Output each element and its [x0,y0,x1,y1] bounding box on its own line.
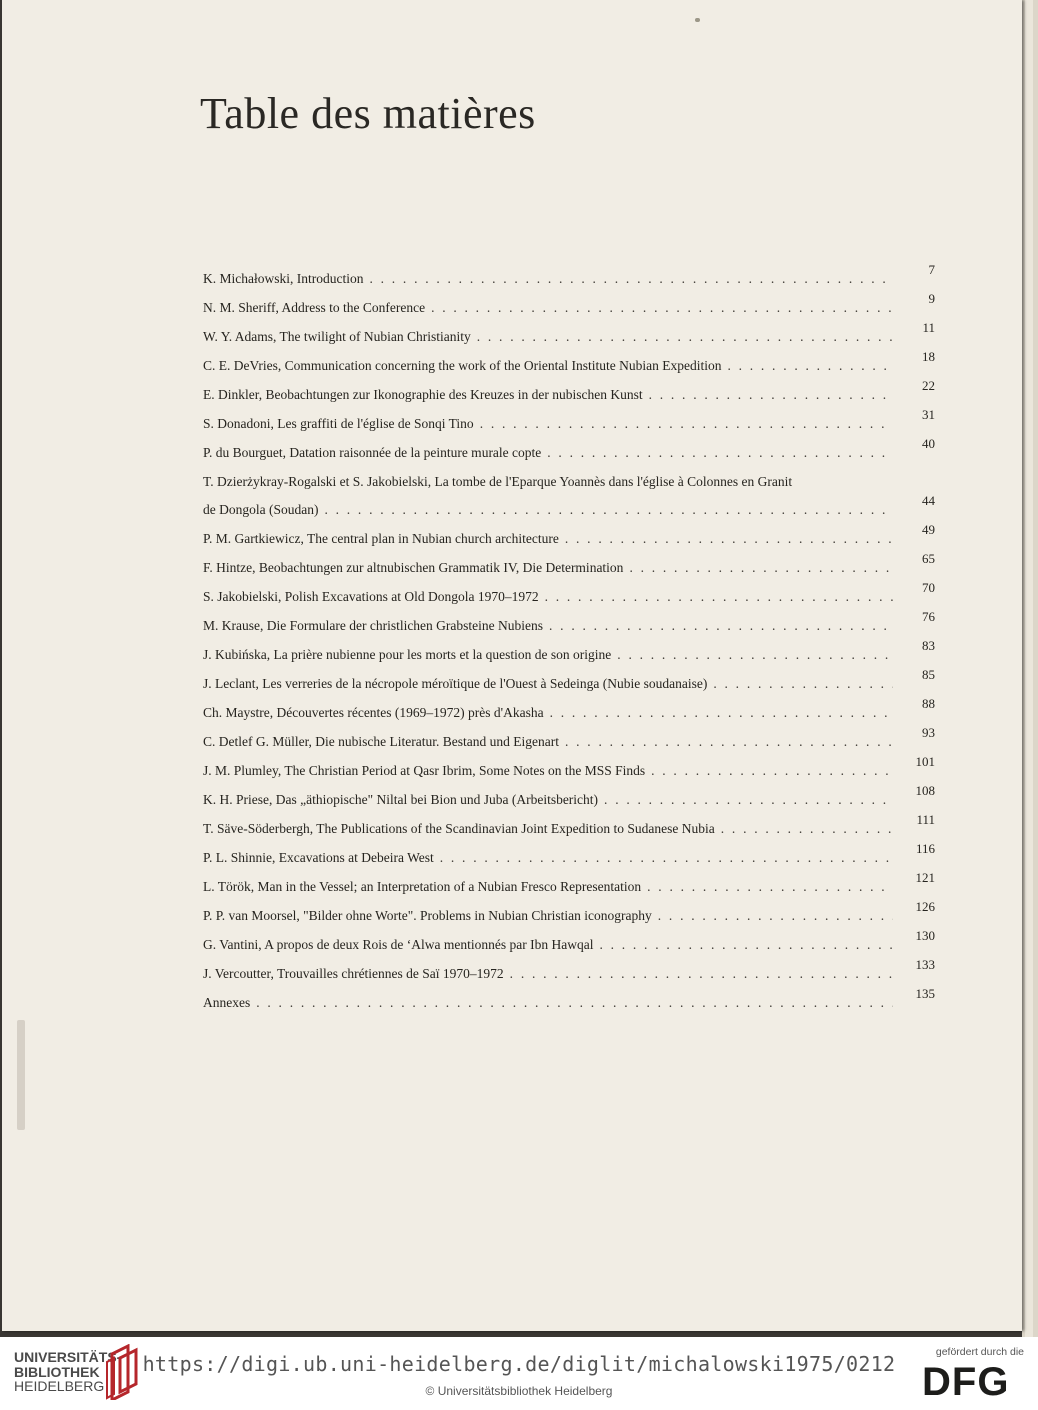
scan-edge-strip [1022,0,1038,1337]
toc-page-number: 101 [915,754,935,769]
library-line-3: HEIDELBERG [14,1378,105,1394]
toc-page-number: 108 [915,783,935,798]
toc-page-number: 44 [922,493,935,508]
toc-entry-label [203,530,893,547]
toc-entry-text: S. Donadoni, Les graffiti de l'église de Sonqi Tino [203,416,480,431]
toc-entry-text: P. P. van Moorsel, "Bilder ohne Worte". Problems in Nubian Christian iconography [203,908,658,923]
toc-entry[interactable] [203,841,935,870]
toc-entry-label [203,386,893,403]
toc-page-number: 9 [928,291,935,306]
toc-entry-label [203,588,893,605]
toc-entry-label [203,907,893,924]
toc-entry[interactable] [203,667,935,696]
toc-entry[interactable] [203,465,935,522]
toc-page-number: 65 [922,551,935,566]
library-line-2: BIBLIOTHEK [14,1363,100,1380]
toc-entry-label [203,820,893,837]
library-stamp [17,1020,25,1130]
toc-entry[interactable] [203,609,935,638]
toc-entry-text: K. Michałowski, Introduction [203,271,369,286]
toc-entry[interactable] [203,812,935,841]
toc-entry-label [203,675,893,692]
toc-entry-label [203,791,893,808]
permalink-url[interactable]: https://digi.ub.uni-heidelberg.de/diglit/michalowski1975/0212 [142,1352,896,1376]
toc-entry-label [203,559,893,576]
toc-entry-first-line: T. Dzierżykray-Rogalski et S. Jakobielski, La tombe de l'Eparque Yoannès dans l'église à Colonnes en Granit [203,474,793,489]
toc-entry-text: J. Kubińska, La prière nubienne pour les morts et la question de son origine [203,647,617,662]
toc-entry[interactable] [203,725,935,754]
toc-entry-label [203,936,893,953]
toc-entry-text: P. du Bourguet, Datation raisonnée de la peinture murale copte [203,445,547,460]
toc-entry-text: P. L. Shinnie, Excavations at Debeira West [203,850,440,865]
toc-entry[interactable] [203,928,935,957]
toc-entry-text: J. M. Plumley, The Christian Period at Qasr Ibrim, Some Notes on the MSS Finds [203,763,651,778]
table-of-contents [203,262,935,1015]
toc-entry-label [203,704,893,721]
toc-entry-text: C. E. DeVries, Communication concerning the work of the Oriental Institute Nubian Expedition [203,358,727,373]
toc-entry-label [203,646,893,663]
toc-page-number: 133 [915,957,935,972]
toc-page-number: 18 [922,349,935,364]
toc-entry-text: M. Krause, Die Formulare der christlichen Grabsteine Nubiens [203,618,549,633]
toc-page-number: 76 [922,609,935,624]
toc-entry-label [203,849,893,866]
toc-page-number: 93 [922,725,935,740]
toc-entry-label [203,299,893,316]
toc-page-number: 121 [915,870,935,885]
toc-entry[interactable] [203,957,935,986]
toc-entry-label [203,733,893,750]
toc-page-number: 130 [915,928,935,943]
toc-entry-text: S. Jakobielski, Polish Excavations at Old Dongola 1970–1972 [203,589,545,604]
toc-page-number: 116 [915,841,935,856]
toc-entry[interactable] [203,378,935,407]
toc-page-number: 126 [915,899,935,914]
toc-entry-label [203,328,893,345]
toc-entry[interactable] [203,986,935,1015]
toc-page-number: 88 [922,696,935,711]
toc-entry-text: T. Säve-Söderbergh, The Publications of the Scandinavian Joint Expedition to Sudanese Nubia [203,821,721,836]
toc-entry[interactable] [203,436,935,465]
toc-entry[interactable] [203,696,935,725]
toc-entry-text: C. Detlef G. Müller, Die nubische Literatur. Bestand und Eigenart [203,734,565,749]
toc-entry-label [203,270,893,287]
toc-entry[interactable] [203,754,935,783]
toc-entry-text: F. Hintze, Beobachtungen zur altnubischen Grammatik IV, Die Determination [203,560,629,575]
page-title: Table des matières [200,89,536,138]
toc-page-number: 70 [922,580,935,595]
toc-entry-text: Annexes [203,995,256,1010]
toc-entry-label [203,617,893,634]
toc-page-number: 135 [915,986,935,1001]
toc-entry[interactable] [203,580,935,609]
toc-page-number: 11 [922,320,935,335]
toc-page-number: 85 [922,667,935,682]
toc-entry-text: P. M. Gartkiewicz, The central plan in Nubian church architecture [203,531,565,546]
toc-entry[interactable] [203,551,935,580]
toc-entry[interactable] [203,262,935,291]
toc-page-number: 83 [922,638,935,653]
toc-entry-label [203,444,893,461]
toc-entry[interactable] [203,349,935,378]
toc-entry[interactable] [203,320,935,349]
toc-entry-text: N. M. Sheriff, Address to the Conference [203,300,431,315]
toc-entry-text: de Dongola (Soudan) [203,502,324,517]
dfg-logo[interactable]: DFG [922,1360,1010,1404]
toc-page-number: 40 [922,436,935,451]
toc-entry-label [203,357,893,374]
library-line-1: UNIVERSITÄTS- [14,1349,122,1365]
toc-entry-label [203,965,893,982]
toc-entry-label [203,762,893,779]
toc-entry[interactable] [203,870,935,899]
toc-entry-text: E. Dinkler, Beobachtungen zur Ikonographie des Kreuzes in der nubischen Kunst [203,387,649,402]
toc-entry-text: L. Török, Man in the Vessel; an Interpretation of a Nubian Fresco Representation [203,879,647,894]
toc-entry-text: G. Vantini, A propos de deux Rois de ‘Alwa mentionnés par Ibn Hawqal [203,937,599,952]
toc-entry[interactable] [203,638,935,667]
paper-speck [695,18,700,22]
copyright-notice: © Universitätsbibliothek Heidelberg [425,1384,613,1398]
toc-entry[interactable] [203,407,935,436]
toc-entry-text: Ch. Maystre, Découvertes récentes (1969–1972) près d'Akasha [203,705,550,720]
toc-entry[interactable] [203,783,935,812]
toc-entry[interactable] [203,291,935,320]
toc-entry-text: J. Leclant, Les verreries de la nécropole méroïtique de l'Ouest à Sedeinga (Nubie soudanaise) [203,676,713,691]
funding-label: gefördert durch die [935,1346,1024,1358]
toc-entry-text: W. Y. Adams, The twilight of Nubian Christianity [203,329,477,344]
toc-page-number: 31 [922,407,935,422]
toc-page-number: 111 [916,812,935,827]
toc-entry[interactable] [203,522,935,551]
toc-entry-label [203,994,893,1011]
toc-entry-label [203,501,893,518]
toc-entry-label [203,415,893,432]
toc-entry-label [203,878,893,895]
toc-entry-text: K. H. Priese, Das „äthiopische" Niltal bei Bion und Juba (Arbeitsbericht) [203,792,604,807]
toc-page-number: 49 [922,522,935,537]
toc-page-number: 7 [928,262,935,277]
toc-entry[interactable] [203,899,935,928]
toc-entry-text: J. Vercoutter, Trouvailles chrétiennes de Saï 1970–1972 [203,966,510,981]
toc-page-number: 22 [922,378,935,393]
